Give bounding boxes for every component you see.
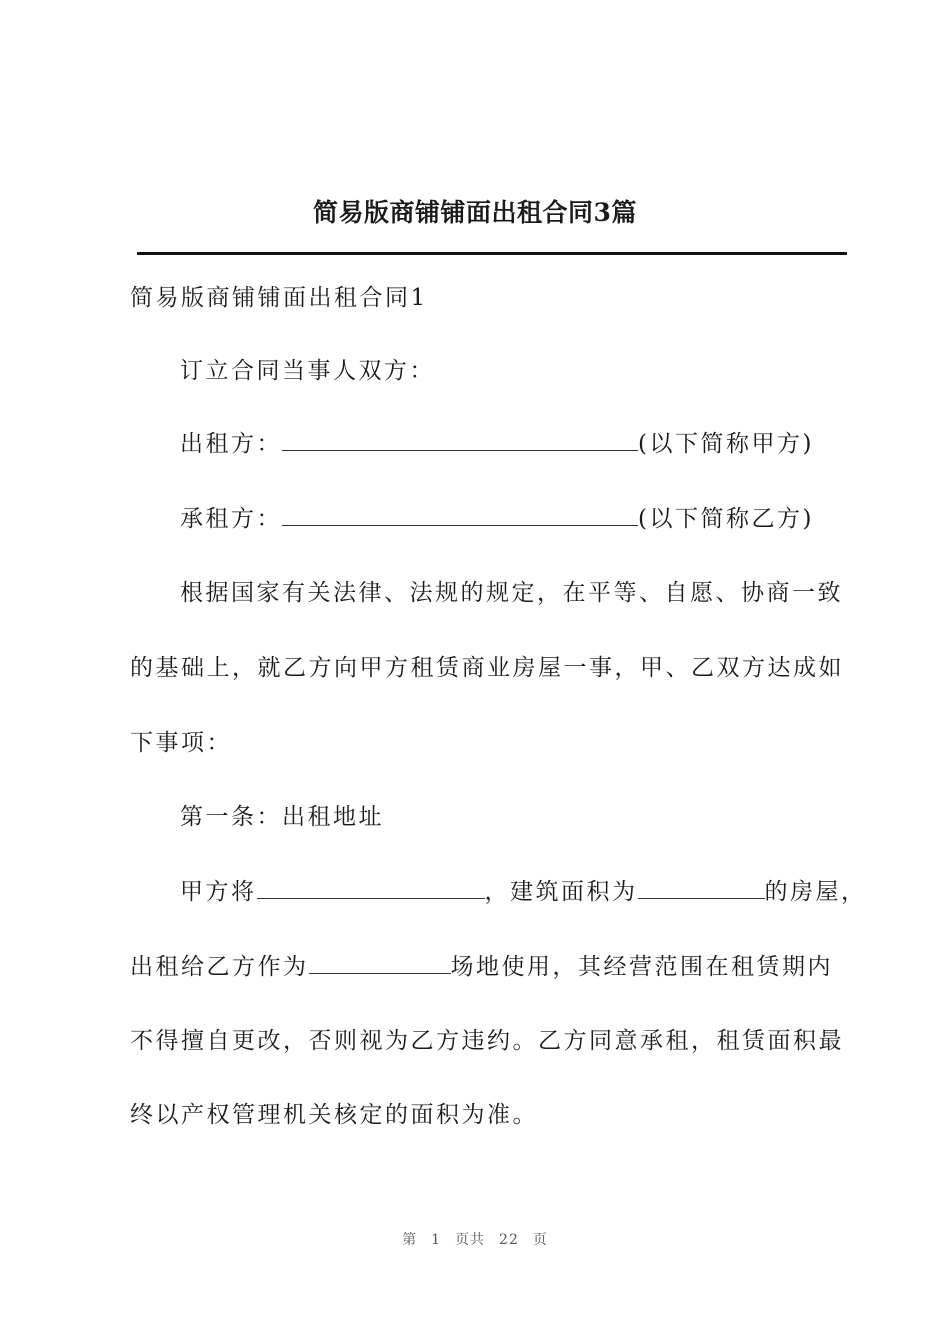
lessor-line	[180, 428, 814, 460]
article1-text-d: 出租给乙方作为	[130, 954, 309, 980]
address-blank	[257, 876, 485, 899]
article1-line-1	[180, 876, 867, 908]
lessee-blank	[282, 503, 638, 526]
parties-intro: 订立合同当事人双方：	[180, 358, 435, 384]
title-rule	[137, 252, 847, 255]
lessee-label: 承租方：	[180, 506, 282, 532]
lessor-blank	[282, 428, 638, 451]
footer-suffix: 页	[532, 1232, 548, 1248]
lessor-suffix: (以下简称甲方)	[638, 431, 814, 457]
basis-paragraph-line-1: 根据国家有关法律、法规的规定，在平等、自愿、协商一致	[180, 580, 843, 606]
article1-text-a: 甲方将	[180, 879, 257, 905]
footer-middle: 页共	[455, 1232, 486, 1248]
article1-heading: 第一条：出租地址	[180, 804, 384, 830]
footer-total-pages: 22	[499, 1232, 519, 1248]
article1-text-b: ，建筑面积为	[484, 879, 638, 905]
lessor-label: 出租方：	[180, 431, 282, 457]
footer-prefix: 第	[402, 1232, 418, 1248]
page-footer	[0, 1230, 950, 1250]
article1-line-3: 不得擅自更改，否则视为乙方违约。乙方同意承租，租赁面积最	[130, 1028, 844, 1054]
contract-subtitle: 简易版商铺铺面出租合同1	[130, 285, 428, 311]
article1-text-e: 场地使用，其经营范围在租赁期内	[450, 954, 833, 980]
basis-paragraph-line-3: 下事项：	[130, 730, 232, 756]
lessee-line	[180, 503, 814, 535]
document-title: 简易版商铺铺面出租合同3篇	[313, 198, 637, 227]
area-blank	[638, 876, 765, 899]
basis-paragraph-line-2: 的基础上，就乙方向甲方租赁商业房屋一事，甲、乙双方达成如	[130, 655, 844, 681]
article1-text-c: 的房屋，	[764, 879, 867, 905]
footer-page-number: 1	[431, 1232, 442, 1248]
lessee-suffix: (以下简称乙方)	[638, 506, 814, 532]
article1-line-2	[130, 951, 833, 983]
usage-blank	[309, 951, 451, 974]
article1-line-4: 终以产权管理机关核定的面积为准。	[130, 1102, 538, 1128]
